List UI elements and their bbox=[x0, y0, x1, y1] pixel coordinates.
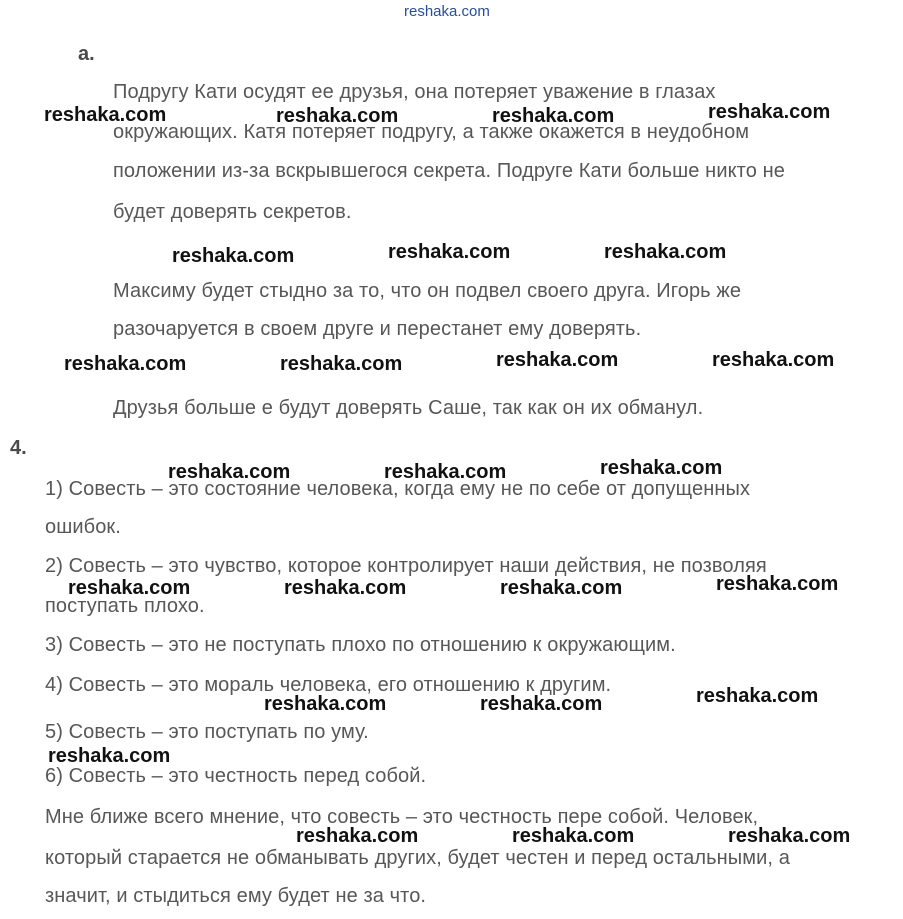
list-item: 1) Совесть – это состояние человека, когда ему не по себе от допущенных bbox=[45, 478, 751, 500]
watermark: reshaka.com bbox=[708, 101, 831, 123]
watermark: reshaka.com bbox=[492, 105, 615, 127]
watermark: reshaka.com bbox=[728, 825, 851, 847]
list-item: 5) Совесть – это поступать по уму. bbox=[45, 721, 369, 743]
watermark: reshaka.com bbox=[276, 105, 399, 127]
list-item: поступать плохо. bbox=[45, 595, 205, 617]
watermark: reshaka.com bbox=[604, 241, 727, 263]
list-item: 4) Совесть – это мораль человека, его отношению к другим. bbox=[45, 674, 612, 696]
watermark: reshaka.com bbox=[600, 457, 723, 479]
list-item: ошибок. bbox=[45, 516, 121, 538]
list-item: 6) Совесть – это честность перед собой. bbox=[45, 765, 427, 787]
watermark: reshaka.com bbox=[280, 353, 403, 375]
watermark: reshaka.com bbox=[68, 577, 191, 599]
paragraph-line: окружающих. Катя потеряет подругу, а также окажется в неудобном bbox=[113, 121, 750, 143]
paragraph-line: будет доверять секретов. bbox=[113, 201, 352, 223]
watermark: reshaka.com bbox=[712, 349, 835, 371]
watermark: reshaka.com bbox=[264, 693, 387, 715]
watermark: reshaka.com bbox=[496, 349, 619, 371]
conclusion-line: который старается не обманывать других, будет честен и перед остальными, а bbox=[45, 847, 790, 869]
list-item: 2) Совесть – это чувство, которое контролирует наши действия, не позволяя bbox=[45, 555, 767, 577]
watermark: reshaka.com bbox=[480, 693, 603, 715]
watermark: reshaka.com bbox=[512, 825, 635, 847]
paragraph-line: Друзья больше е будут доверять Саше, так как он их обманул. bbox=[113, 397, 704, 419]
conclusion-line: значит, и стыдиться ему будет не за что. bbox=[45, 885, 427, 907]
watermark: reshaka.com bbox=[44, 104, 167, 126]
watermark: reshaka.com bbox=[716, 573, 839, 595]
paragraph-line: положении из-за вскрывшегося секрета. Подруге Кати больше никто не bbox=[113, 160, 785, 182]
watermark: reshaka.com bbox=[168, 461, 291, 483]
watermark: reshaka.com bbox=[172, 245, 295, 267]
watermark: reshaka.com bbox=[284, 577, 407, 599]
watermark: reshaka.com bbox=[384, 461, 507, 483]
conclusion-line: Мне ближе всего мнение, что совесть – это честность пере собой. Человек, bbox=[45, 806, 759, 828]
section-4-label: 4. bbox=[10, 437, 27, 459]
watermark: reshaka.com bbox=[48, 745, 171, 767]
list-item: 3) Совесть – это не поступать плохо по отношению к окружающим. bbox=[45, 634, 676, 656]
paragraph-line: Максиму будет стыдно за то, что он подвел своего друга. Игорь же bbox=[113, 280, 742, 302]
paragraph-line: Подругу Кати осудят ее друзья, она потеряет уважение в глазах bbox=[113, 81, 716, 103]
site-header-link[interactable]: reshaka.com bbox=[404, 3, 490, 20]
watermark: reshaka.com bbox=[500, 577, 623, 599]
watermark: reshaka.com bbox=[64, 353, 187, 375]
paragraph-line: разочаруется в своем друге и перестанет ему доверять. bbox=[113, 318, 642, 340]
section-a-label: а. bbox=[78, 43, 95, 65]
watermark: reshaka.com bbox=[296, 825, 419, 847]
watermark: reshaka.com bbox=[696, 685, 819, 707]
watermark: reshaka.com bbox=[388, 241, 511, 263]
